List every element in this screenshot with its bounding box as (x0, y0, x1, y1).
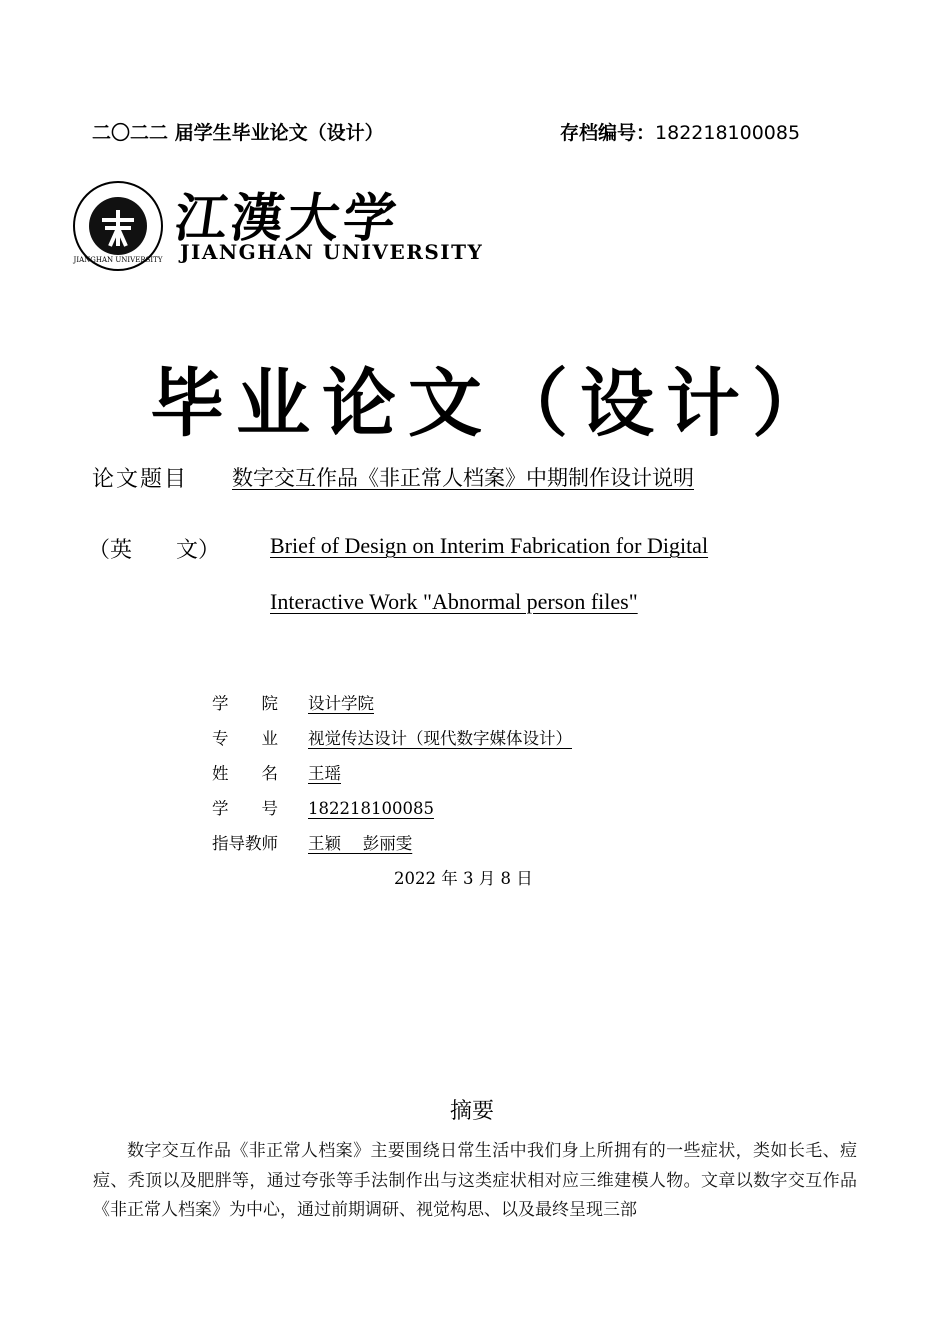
info-value: 设计学院 (308, 694, 374, 713)
archive-label: 存档编号： (560, 122, 656, 144)
info-value: 视觉传达设计（现代数字媒体设计） (308, 729, 572, 748)
archive-value: 182218100085 (655, 122, 801, 144)
info-row-advisor (212, 830, 412, 854)
thesis-title-en-line2: Interactive Work "Abnormal person files" (270, 589, 638, 614)
info-row-name (212, 760, 341, 784)
info-value: 王瑶 (308, 764, 341, 783)
info-row-student-id (212, 795, 434, 819)
info-label: 专 业 (212, 729, 278, 748)
info-row-college (212, 690, 374, 714)
date: 2022 年 3 月 8 日 (394, 869, 533, 888)
thesis-title-en-line1: Brief of Design on Interim Fabrication for Digital (270, 533, 709, 558)
university-english-name: JIANGHAN UNIVERSITY (180, 240, 484, 264)
info-label: 指导教师 (212, 834, 278, 853)
archive-number (560, 118, 800, 145)
thesis-title-cn: 数字交互作品《非正常人档案》中期制作设计说明 (232, 466, 694, 490)
info-value: 王颖 彭丽雯 (308, 834, 413, 853)
main-title: 毕业论文（设计） (150, 361, 838, 447)
university-chinese-name: 江漢大学 (171, 188, 404, 249)
english-title-label: （英 文） (88, 538, 221, 563)
thesis-title-label: 论文题目 (92, 467, 189, 492)
info-row-major (212, 725, 572, 749)
info-label: 姓 名 (212, 764, 278, 783)
header-year-title: 二〇二二 届学生毕业论文（设计） (92, 122, 384, 144)
info-label: 学 号 (212, 799, 278, 818)
abstract-heading: 摘要 (450, 1099, 495, 1124)
abstract-text: 数字交互作品《非正常人档案》主要围绕日常生活中我们身上所拥有的一些症状，类如长毛、痘痘、秃顶以及肥胖等，通过夸张等手法制作出与这类症状相对应三维建模人物。文章以数字交互作品《非正常人档案》为中心，通过前期调研、视觉构思、以及最终呈现三部 (93, 1141, 857, 1220)
university-seal (72, 180, 164, 276)
info-value: 182218100085 (308, 799, 434, 818)
seal-text: JIANGHAN UNIVERSITY (73, 256, 163, 264)
info-label: 学 院 (212, 694, 278, 713)
